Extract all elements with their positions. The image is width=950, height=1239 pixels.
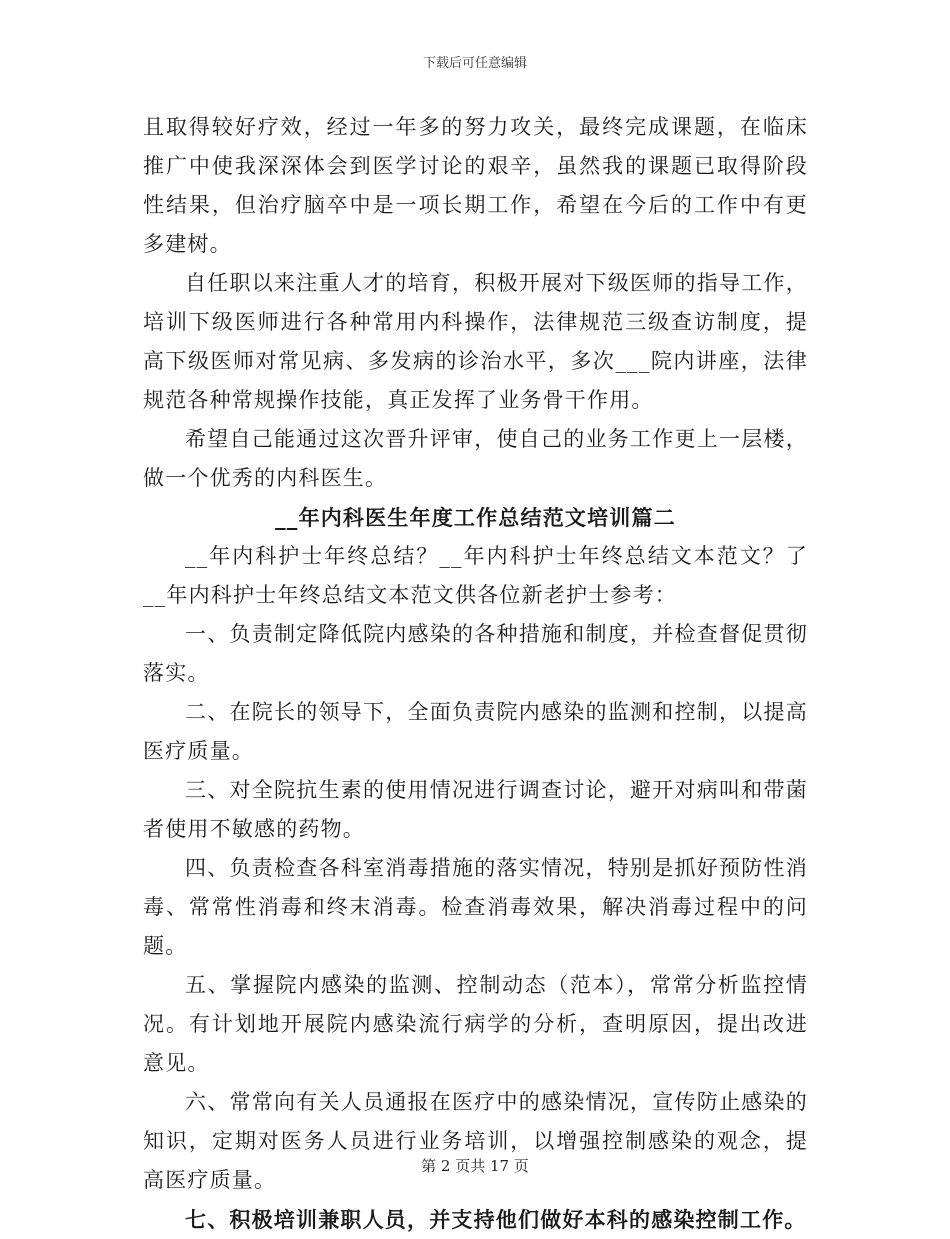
list-item-7: 七、积极培训兼职人员，并支持他们做好本科的感染控制工作。 <box>185 1207 807 1232</box>
paragraph-training: 自任职以来注重人才的培育，积极开展对下级医师的指导工作，培训下级医师进行各种常用内科操作，法律规范三级查访制度，提高下级医师对常见病、多发病的诊治水平，多次___院内讲座，法律规范各种常规操作技能，真正发挥了业务骨干作用。 <box>143 271 808 412</box>
list-item-3: 三、对全院抗生素的使用情况进行调查讨论，避开对病叫和带菌者使用不敏感的药物。 <box>143 778 808 841</box>
paragraph-intro: __年内科护士年终总结？__年内科护士年终总结文本范文？了__年内科护士年终总结文本范文供各位新老护士参考： <box>143 544 808 607</box>
page-number: 第 2 页共 17 页 <box>421 1157 529 1175</box>
document-body <box>143 108 808 1239</box>
paragraph-hope: 希望自己能通过这次晋升评审，使自己的业务工作更上一层楼，做一个优秀的内科医生。 <box>143 427 808 490</box>
paragraph-continuation: 且取得较好疗效，经过一年多的努力攻关，最终完成课题，在临床推广中使我深深体会到医学讨论的艰辛，虽然我的课题已取得阶段性结果，但治疗脑卒中是一项长期工作，希望在今后的工作中有更多建树。 <box>143 115 808 256</box>
list-item-5: 五、掌握院内感染的监测、控制动态（范本），常常分析监控情况。有计划地开展院内感染流行病学的分析，查明原因，提出改进意见。 <box>143 973 808 1075</box>
list-item-4: 四、负责检查各科室消毒措施的落实情况，特别是抓好预防性消毒、常常性消毒和终末消毒。检查消毒效果，解决消毒过程中的问题。 <box>143 856 808 958</box>
list-item-2: 二、在院长的领导下，全面负责院内感染的监测和控制，以提高医疗质量。 <box>143 700 808 763</box>
list-item-1: 一、负责制定降低院内感染的各种措施和制度，并检查督促贯彻落实。 <box>143 622 808 685</box>
page-header: 下载后可任意编辑 <box>422 56 527 71</box>
section-title: __年内科医生年度工作总结范文培训篇二 <box>275 505 676 530</box>
list-item-6: 六、常常向有关人员通报在医疗中的感染情况，宣传防止感染的知识，定期对医务人员进行业务培训，以增强控制感染的观念，提高医疗质量。 <box>143 1090 808 1192</box>
